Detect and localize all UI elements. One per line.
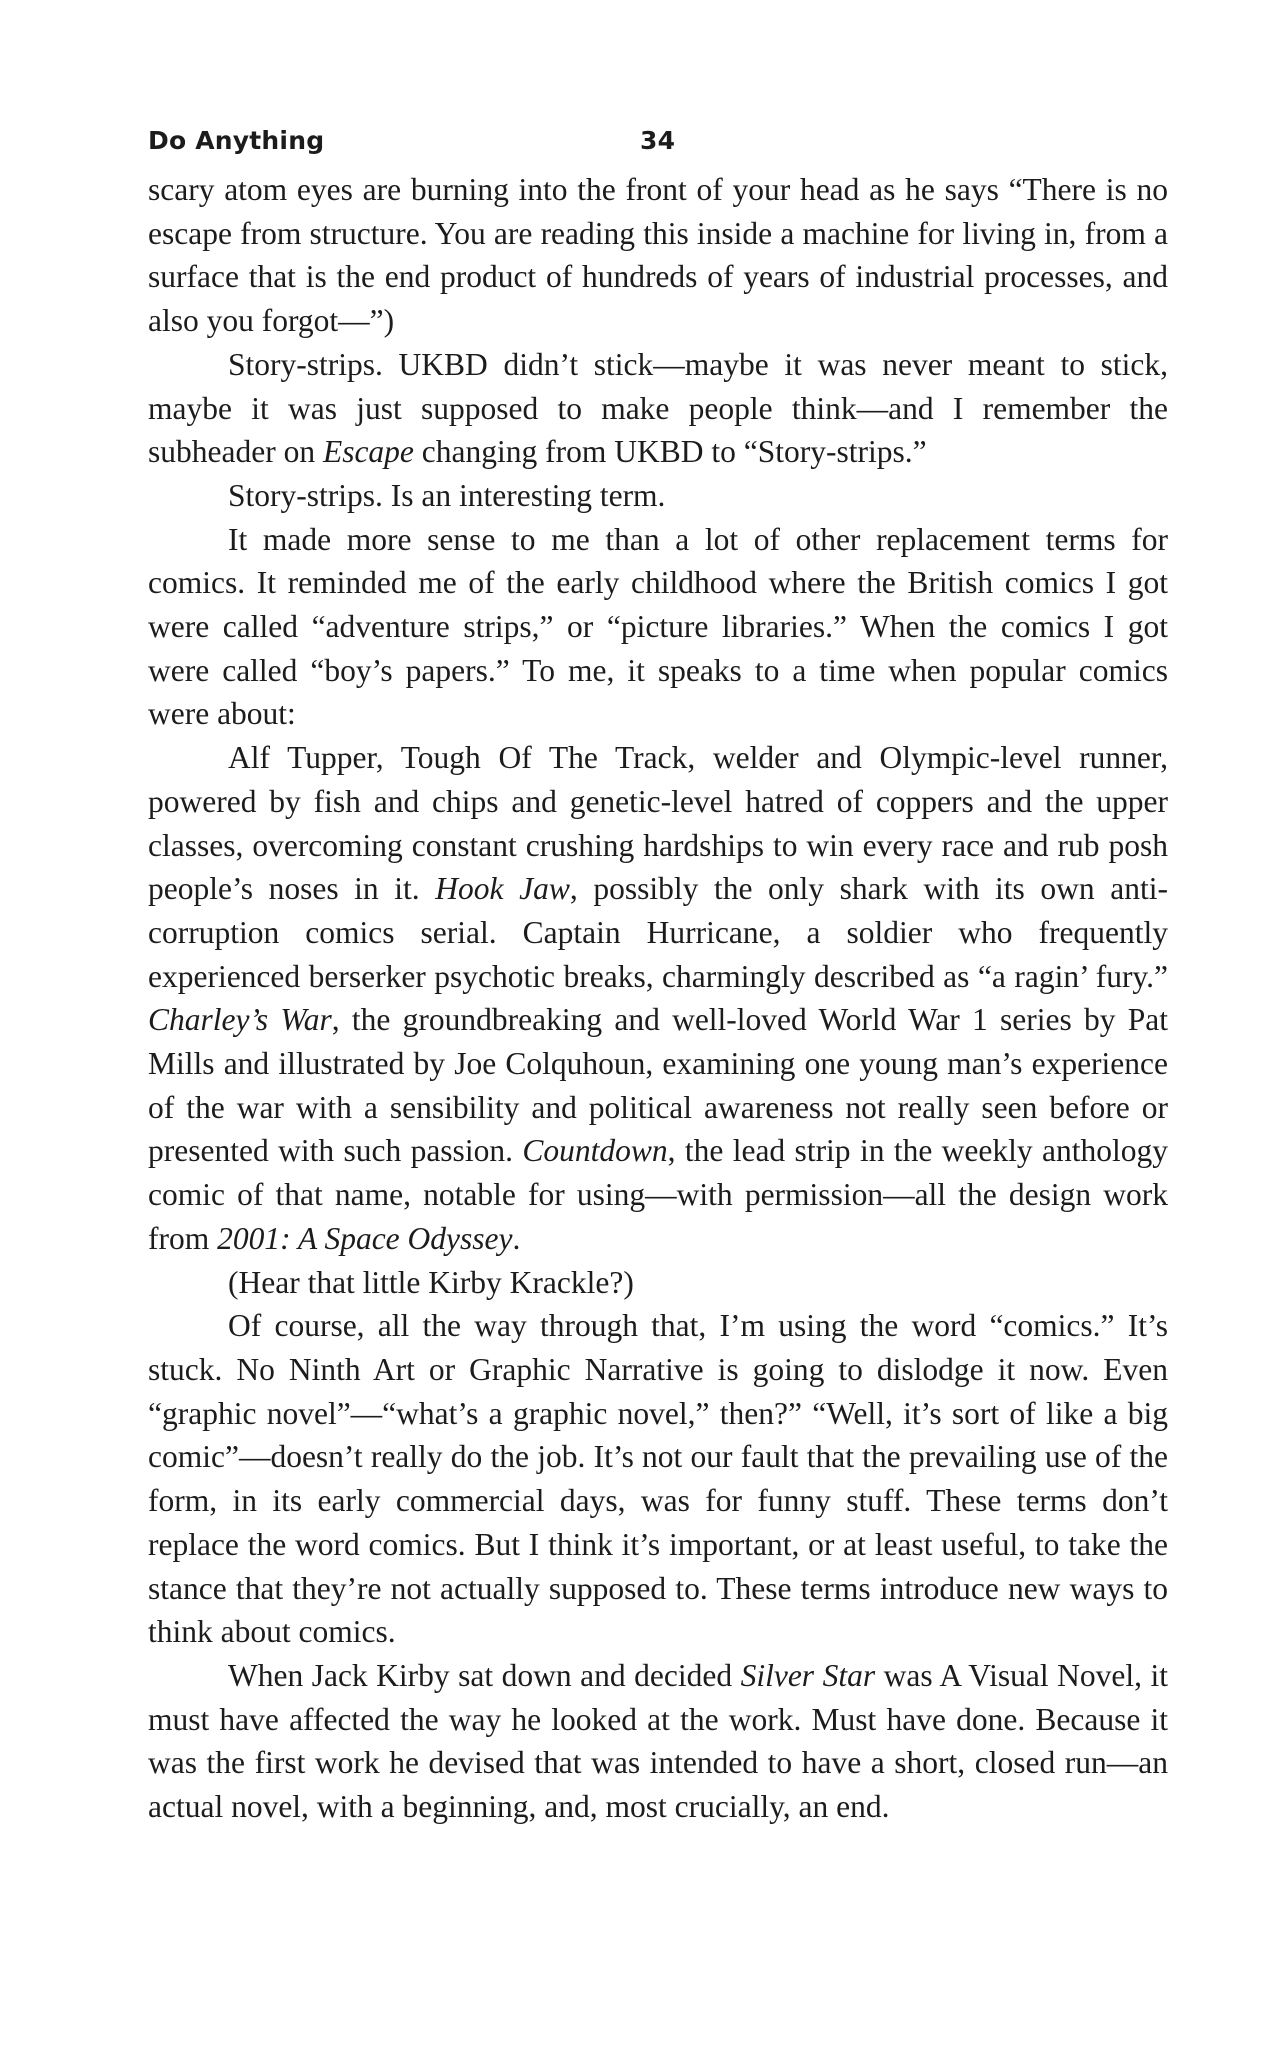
italic-title: 2001: A Space Odyssey — [217, 1220, 513, 1256]
text-run: was A Visual Novel, it must have affected the way he looked at the work. Must have done. Because it was the first work he devised that was intended to have a short, closed run—an actual novel, with a beginning, and, most crucially, an end. — [148, 1657, 1168, 1825]
italic-title: Hook Jaw — [435, 871, 570, 907]
running-header — [148, 118, 1168, 166]
italic-title: Silver Star — [740, 1657, 876, 1693]
italic-title: Charley’s War — [148, 1002, 332, 1038]
paragraph — [148, 168, 1168, 343]
paragraph — [148, 1261, 1168, 1305]
text-run: , the groundbreaking and well-loved World War 1 series by Pat Mills and illustrated by Joe Colquhoun, examining one young man’s experience of the war with a sensibility and political awareness not really seen before or presented with such passion. — [148, 1002, 1168, 1169]
paragraph — [148, 736, 1168, 1260]
italic-title: Escape — [322, 434, 414, 470]
text-run: (Hear that little Kirby Krackle?) — [228, 1264, 634, 1300]
text-run: It made more sense to me than a lot of other replacement terms for comics. It reminded me of the early childhood where the British comics I got were called “adventure strips,” or “picture libraries.” When the comics I got were called “boy’s papers.” To me, it speaks to a time when popular comics were about: — [148, 521, 1168, 732]
text-run: scary atom eyes are burning into the front of your head as he says “There is no escape from structure. You are reading this inside a machine for living in, from a surface that is the end product of hundreds of years of industrial processes, and also you forgot—”) — [148, 172, 1168, 339]
text-run: Alf Tupper, Tough Of The Track, welder and Olympic-level runner, powered by fish and chips and genetic-level hatred of coppers and the upper classes, overcoming constant crushing hardships to win every race and rub posh people’s noses in it. — [148, 740, 1168, 907]
book-page — [148, 118, 1168, 1829]
running-head-title: Do Anything — [148, 126, 325, 155]
text-run: Story-strips. Is an interesting term. — [228, 477, 666, 513]
text-run: , possibly the only shark with its own anti-corruption comics serial. Captain Hurricane, a soldier who frequently experienced berserker psychotic breaks, charmingly described as “a ragin’ fury.” — [148, 871, 1168, 994]
text-run: When Jack Kirby sat down and decided — [228, 1657, 741, 1693]
paragraph — [148, 1304, 1168, 1654]
text-run: Story-strips. UKBD didn’t stick—maybe it was never meant to stick, maybe it was just supposed to make people think—and I remember the subheader on — [148, 346, 1168, 470]
italic-title: Countdown — [522, 1133, 668, 1169]
text-run: Of course, all the way through that, I’m using the word “comics.” It’s stuck. No Ninth Art or Graphic Narrative is going to dislodge it now. Even “graphic novel”—“what’s a graphic novel,” then?” “Well, it’s sort of like a big comic”—doesn’t really do the job. It’s not our fault that the prevailing use of the form, in its early commercial days, was for funny stuff. These terms don’t replace the word comics. But I think it’s important, or at least useful, to take the stance that they’re not actually supposed to. These terms introduce new ways to think about comics. — [148, 1308, 1168, 1650]
paragraph — [148, 1654, 1168, 1829]
paragraph — [148, 518, 1168, 737]
body-text — [148, 168, 1168, 1829]
text-run: . — [512, 1220, 521, 1256]
text-run: , the lead strip in the weekly anthology comic of that name, notable for using—with permission—all the design work from — [148, 1133, 1168, 1256]
paragraph — [148, 474, 1168, 518]
page-number: 34 — [640, 126, 676, 155]
paragraph — [148, 343, 1168, 474]
text-run: changing from UKBD to “Story-strips.” — [413, 434, 927, 470]
